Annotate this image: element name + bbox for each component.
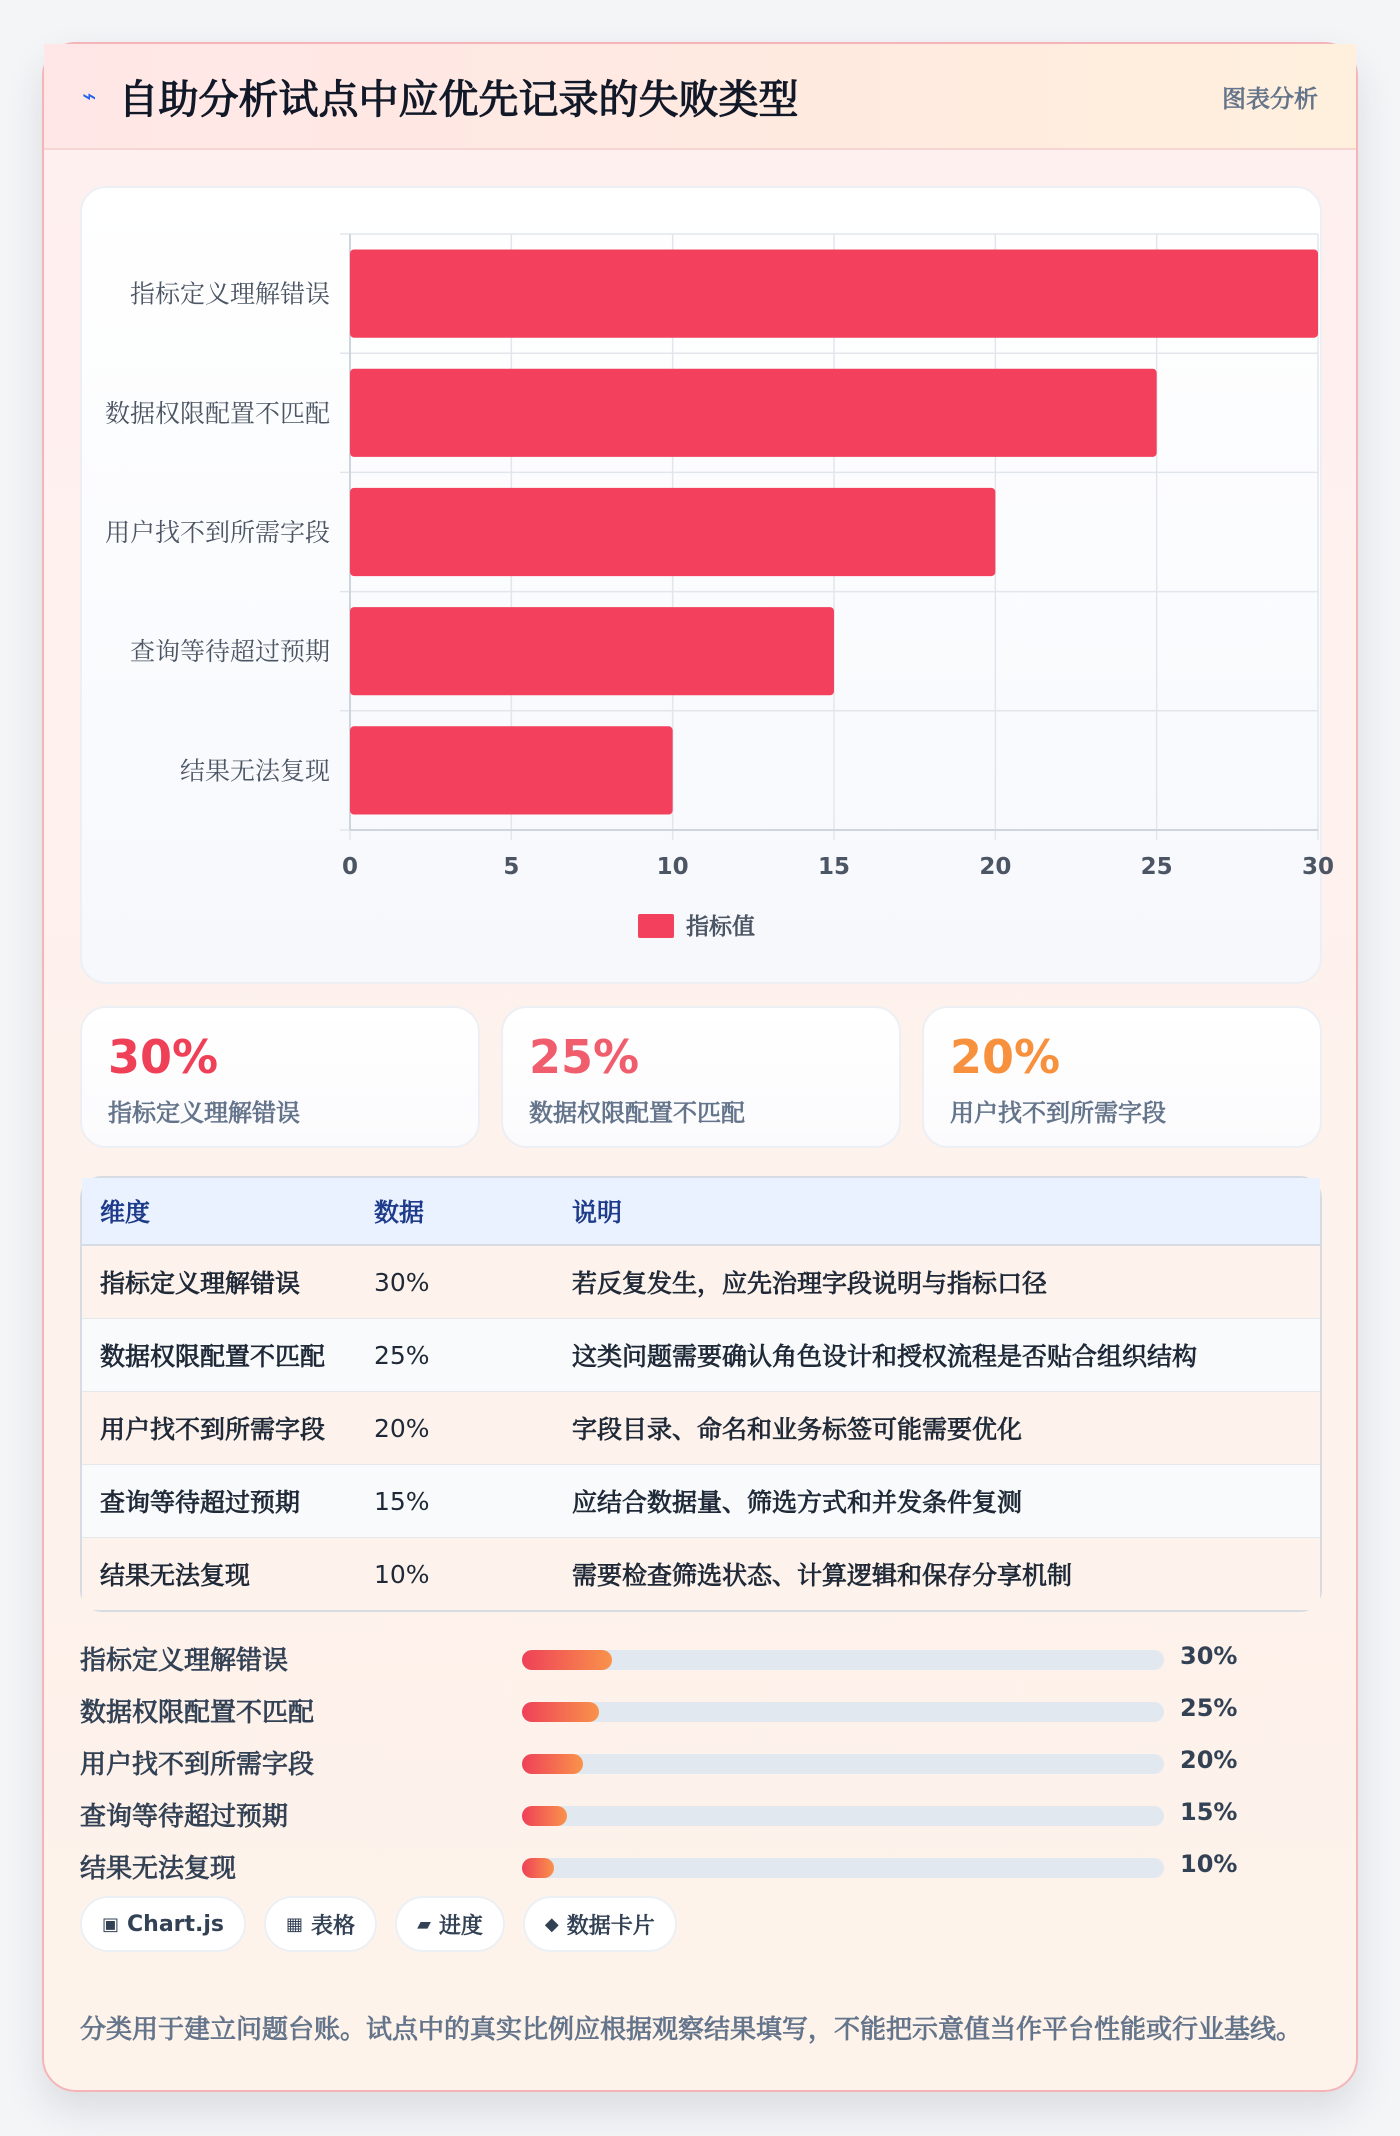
category-label: 用户找不到所需字段 [104,518,330,547]
tag-chips [80,1896,677,1952]
x-tick-label: 10 [656,854,689,880]
table-cell: 若反复发生，应先治理字段说明与指标口径 [554,1245,1320,1319]
progress-row [80,1632,1322,1684]
progress-icon: ▰ [417,1913,431,1935]
progress-list [80,1632,1322,1892]
x-tick-label: 5 [503,854,520,880]
chart-icon: ▣ [102,1913,120,1935]
table-cell: 数据权限配置不匹配 [82,1319,356,1392]
progress-percent: 10% [1180,1850,1238,1878]
bar [350,726,673,814]
stat-label: 指标定义理解错误 [108,1098,300,1127]
progress-track [522,1858,1164,1878]
table-header-cell: 维度 [82,1178,356,1245]
chip-progress[interactable] [395,1896,505,1952]
chip-label: 数据卡片 [566,1913,655,1939]
stat-value: 30% [108,1030,219,1084]
report-card [42,42,1358,2092]
chip-table[interactable] [264,1896,377,1952]
bar [350,607,834,695]
bar [350,249,1318,337]
progress-percent: 30% [1180,1642,1238,1670]
card-icon: ◆ [544,1913,559,1935]
legend-swatch [638,914,674,938]
stat-value: 25% [529,1030,640,1084]
progress-fill [522,1754,583,1774]
progress-track [522,1754,1164,1774]
chip-label: 表格 [311,1913,356,1939]
progress-label: 指标定义理解错误 [80,1646,289,1676]
stat-cards [80,1006,1322,1148]
page-title: 自助分析试点中应优先记录的失败类型 [118,76,799,123]
table-cell: 这类问题需要确认角色设计和授权流程是否贴合组织结构 [554,1319,1320,1392]
table-cell: 查询等待超过预期 [82,1465,356,1538]
table-row [82,1392,1320,1465]
category-label: 结果无法复现 [179,756,330,786]
progress-track [522,1650,1164,1670]
data-table [80,1176,1322,1612]
bar [350,488,995,576]
stat-label: 数据权限配置不匹配 [529,1098,745,1127]
chip-chartjs[interactable] [80,1896,246,1952]
table-row [82,1465,1320,1538]
table-cell: 字段目录、命名和业务标签可能需要优化 [554,1392,1320,1465]
stat-label: 用户找不到所需字段 [950,1098,1166,1127]
table-cell: 应结合数据量、筛选方式和并发条件复测 [554,1465,1320,1538]
table-cell: 用户找不到所需字段 [82,1392,356,1465]
table-row [82,1538,1320,1611]
progress-track [522,1702,1164,1722]
chip-label: 进度 [438,1913,483,1939]
progress-fill [522,1650,612,1670]
stat-card [80,1006,480,1148]
table-icon: ▦ [286,1913,304,1935]
x-tick-label: 25 [1140,854,1173,880]
table-header-cell: 数据 [356,1178,554,1245]
progress-label: 结果无法复现 [80,1854,237,1884]
progress-row [80,1736,1322,1788]
lightning-icon: ⌁ [82,82,97,110]
table-header-row [82,1178,1320,1245]
chip-data-card[interactable] [523,1896,677,1952]
x-tick-label: 30 [1301,854,1335,880]
x-tick-label: 20 [979,854,1012,880]
table-cell: 需要检查筛选状态、计算逻辑和保存分享机制 [554,1538,1320,1611]
progress-row [80,1684,1322,1736]
header-tag: 图表分析 [1222,84,1318,113]
bar-chart [82,188,1335,982]
progress-row [80,1788,1322,1840]
stat-card [501,1006,901,1148]
table-cell: 结果无法复现 [82,1538,356,1611]
footnote: 分类用于建立问题台账。试点中的真实比例应根据观察结果填写，不能把示意值当作平台性能或行业基线。 [80,2015,1303,2045]
bar [350,369,1157,457]
stat-card [922,1006,1322,1148]
progress-fill [522,1858,554,1878]
category-label: 数据权限配置不匹配 [104,398,330,428]
category-label: 查询等待超过预期 [129,637,330,667]
chip-label: Chart.js [127,1911,225,1937]
progress-percent: 20% [1180,1746,1238,1774]
progress-row [80,1840,1322,1892]
table-header-cell: 说明 [554,1178,1320,1245]
progress-track [522,1806,1164,1826]
progress-percent: 15% [1180,1798,1238,1826]
progress-label: 查询等待超过预期 [80,1802,289,1832]
progress-label: 用户找不到所需字段 [80,1750,315,1780]
table-cell: 10% [356,1538,554,1611]
table-cell: 20% [356,1392,554,1465]
x-tick-label: 0 [341,854,359,880]
progress-label: 数据权限配置不匹配 [80,1698,315,1728]
card-header [44,44,1356,150]
table-row [82,1245,1320,1319]
progress-fill [522,1806,567,1826]
stat-value: 20% [950,1030,1061,1084]
legend-label: 指标值 [686,914,755,940]
table-cell: 30% [356,1245,554,1319]
x-tick-label: 15 [817,854,851,880]
table-cell: 25% [356,1319,554,1392]
progress-fill [522,1702,599,1722]
table-row [82,1319,1320,1392]
category-label: 指标定义理解错误 [129,279,330,309]
table-cell: 指标定义理解错误 [82,1245,356,1319]
table-cell: 15% [356,1465,554,1538]
progress-percent: 25% [1180,1694,1238,1722]
chart-panel [80,186,1335,984]
